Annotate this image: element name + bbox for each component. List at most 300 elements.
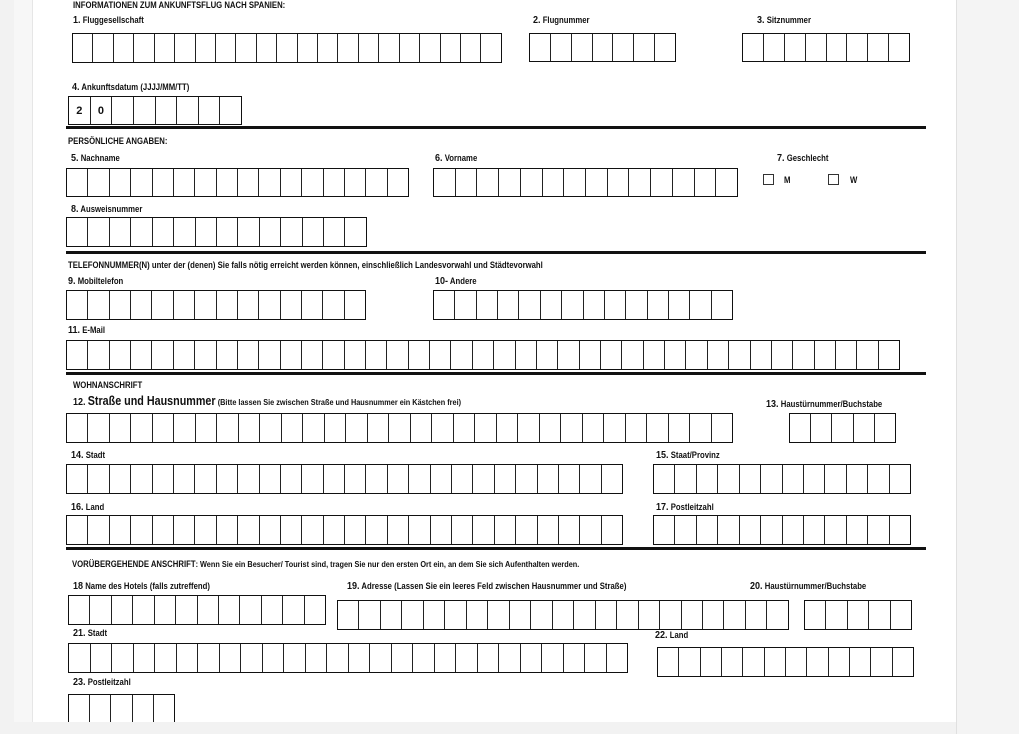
char-box[interactable] <box>259 341 280 369</box>
char-box[interactable] <box>88 414 109 442</box>
char-box[interactable] <box>302 465 323 493</box>
char-box[interactable] <box>602 516 622 544</box>
char-box[interactable] <box>708 341 729 369</box>
char-box[interactable] <box>67 291 88 319</box>
char-box[interactable] <box>217 341 238 369</box>
char-box[interactable] <box>655 34 675 61</box>
char-box[interactable] <box>411 414 432 442</box>
temp-door-number-input[interactable] <box>804 600 912 630</box>
char-box[interactable] <box>441 34 461 62</box>
char-box[interactable] <box>153 516 174 544</box>
char-box[interactable] <box>475 414 496 442</box>
char-box[interactable] <box>679 648 700 676</box>
char-box[interactable] <box>349 644 371 672</box>
char-box[interactable] <box>499 644 521 672</box>
char-box[interactable] <box>712 414 732 442</box>
char-box[interactable] <box>580 341 601 369</box>
char-box[interactable] <box>455 291 476 319</box>
mobile-phone-input[interactable] <box>66 290 366 320</box>
char-box[interactable] <box>366 169 387 196</box>
door-number-input[interactable] <box>789 413 896 443</box>
char-box[interactable] <box>580 465 601 493</box>
char-box[interactable] <box>617 601 638 629</box>
char-box[interactable] <box>564 169 586 196</box>
char-box[interactable] <box>783 465 804 493</box>
char-box[interactable] <box>379 34 399 62</box>
char-box[interactable] <box>387 341 408 369</box>
char-box[interactable] <box>605 291 626 319</box>
char-box[interactable] <box>477 291 498 319</box>
char-box[interactable] <box>67 169 88 196</box>
char-box[interactable] <box>69 695 90 722</box>
char-box[interactable] <box>829 648 850 676</box>
char-box[interactable] <box>669 291 690 319</box>
char-box[interactable] <box>131 465 152 493</box>
flight-number-input[interactable] <box>529 33 676 62</box>
char-box[interactable] <box>767 601 787 629</box>
char-box[interactable] <box>746 601 767 629</box>
char-box[interactable] <box>134 97 156 124</box>
char-box[interactable] <box>724 601 745 629</box>
char-box[interactable] <box>324 169 345 196</box>
char-box[interactable] <box>281 169 302 196</box>
char-box[interactable] <box>430 341 451 369</box>
char-box[interactable] <box>790 414 811 442</box>
char-box[interactable] <box>690 291 711 319</box>
char-box[interactable] <box>345 218 365 246</box>
char-box[interactable] <box>537 341 558 369</box>
char-box[interactable] <box>868 465 889 493</box>
arrival-date-input[interactable] <box>68 96 242 125</box>
char-box[interactable] <box>195 465 216 493</box>
char-box[interactable] <box>88 291 109 319</box>
state-input[interactable] <box>653 464 911 494</box>
char-box[interactable] <box>690 414 711 442</box>
char-box[interactable] <box>217 169 238 196</box>
char-box[interactable] <box>217 218 238 246</box>
char-box[interactable] <box>345 465 366 493</box>
char-box[interactable] <box>890 465 910 493</box>
char-box[interactable] <box>495 516 516 544</box>
char-box[interactable] <box>381 601 402 629</box>
char-box[interactable] <box>131 169 152 196</box>
char-box[interactable] <box>854 414 875 442</box>
char-box[interactable] <box>647 414 668 442</box>
char-box[interactable] <box>826 601 847 629</box>
char-box[interactable] <box>703 601 724 629</box>
char-box[interactable] <box>869 601 890 629</box>
char-box[interactable] <box>718 465 739 493</box>
char-box[interactable] <box>665 341 686 369</box>
char-box[interactable] <box>131 516 152 544</box>
char-box[interactable] <box>90 596 111 624</box>
char-box[interactable] <box>540 414 561 442</box>
char-box[interactable] <box>259 291 280 319</box>
char-box[interactable] <box>174 414 195 442</box>
char-box[interactable] <box>409 516 430 544</box>
char-box[interactable] <box>559 516 580 544</box>
char-box[interactable] <box>239 414 260 442</box>
char-box[interactable] <box>498 291 519 319</box>
char-box[interactable] <box>110 465 131 493</box>
char-box[interactable] <box>133 695 154 722</box>
char-box[interactable] <box>176 596 197 624</box>
char-box[interactable] <box>110 218 131 246</box>
postal-code-input[interactable] <box>653 515 911 545</box>
char-box[interactable] <box>260 218 281 246</box>
char-box[interactable] <box>622 341 643 369</box>
char-box[interactable] <box>323 291 344 319</box>
char-box[interactable] <box>879 341 899 369</box>
street-input[interactable] <box>66 413 733 443</box>
char-box[interactable] <box>196 218 217 246</box>
char-box[interactable] <box>761 465 782 493</box>
char-box[interactable] <box>155 644 177 672</box>
char-box[interactable] <box>420 34 440 62</box>
char-box[interactable] <box>110 341 131 369</box>
char-box[interactable] <box>608 169 630 196</box>
char-box[interactable] <box>804 465 825 493</box>
char-box[interactable] <box>634 34 655 61</box>
char-box[interactable] <box>580 516 601 544</box>
char-box[interactable] <box>153 218 174 246</box>
char-box[interactable] <box>90 695 111 722</box>
seat-number-input[interactable] <box>742 33 910 62</box>
char-box[interactable] <box>530 34 551 61</box>
char-box[interactable] <box>153 465 174 493</box>
char-box[interactable] <box>174 218 195 246</box>
char-box[interactable] <box>473 516 494 544</box>
char-box[interactable] <box>718 516 739 544</box>
char-box[interactable] <box>613 34 634 61</box>
char-box[interactable] <box>262 596 283 624</box>
char-box[interactable] <box>434 169 456 196</box>
temp-postal-code-input[interactable] <box>68 694 175 722</box>
char-box[interactable] <box>155 596 176 624</box>
char-box[interactable] <box>281 341 302 369</box>
char-box[interactable] <box>110 414 131 442</box>
char-box[interactable] <box>323 341 344 369</box>
char-box[interactable] <box>648 291 669 319</box>
char-box[interactable] <box>282 414 303 442</box>
other-phone-input[interactable] <box>433 290 733 320</box>
first-name-input[interactable] <box>433 168 738 197</box>
char-box[interactable] <box>345 341 366 369</box>
char-box[interactable] <box>238 291 259 319</box>
char-box[interactable] <box>67 516 88 544</box>
char-box[interactable]: 2 <box>69 97 91 124</box>
char-box[interactable] <box>847 516 868 544</box>
char-box[interactable] <box>712 291 732 319</box>
char-box[interactable] <box>413 644 435 672</box>
char-box[interactable] <box>697 516 718 544</box>
char-box[interactable] <box>238 341 259 369</box>
char-box[interactable] <box>488 601 509 629</box>
char-box[interactable] <box>660 601 681 629</box>
char-box[interactable] <box>669 414 690 442</box>
char-box[interactable] <box>454 414 475 442</box>
char-box[interactable] <box>583 414 604 442</box>
char-box[interactable] <box>263 644 285 672</box>
char-box[interactable] <box>435 644 457 672</box>
char-box[interactable] <box>451 341 472 369</box>
char-box[interactable] <box>543 169 565 196</box>
char-box[interactable] <box>875 414 895 442</box>
email-input[interactable] <box>66 340 900 370</box>
char-box[interactable] <box>478 644 500 672</box>
char-box[interactable] <box>199 97 221 124</box>
char-box[interactable] <box>868 34 889 61</box>
char-box[interactable] <box>494 341 515 369</box>
char-box[interactable] <box>473 465 494 493</box>
char-box[interactable] <box>217 414 238 442</box>
char-box[interactable] <box>281 218 302 246</box>
hotel-name-input[interactable] <box>68 595 326 625</box>
char-box[interactable] <box>473 341 494 369</box>
char-box[interactable] <box>69 596 90 624</box>
char-box[interactable] <box>152 291 173 319</box>
char-box[interactable] <box>644 341 665 369</box>
char-box[interactable] <box>88 169 109 196</box>
char-box[interactable] <box>174 341 195 369</box>
char-box[interactable] <box>593 34 614 61</box>
char-box[interactable] <box>658 648 679 676</box>
char-box[interactable] <box>131 218 152 246</box>
char-box[interactable] <box>220 97 241 124</box>
char-box[interactable] <box>195 291 216 319</box>
char-box[interactable] <box>91 644 113 672</box>
temp-city-input[interactable] <box>68 643 628 673</box>
char-box[interactable] <box>306 644 328 672</box>
char-box[interactable] <box>174 516 195 544</box>
char-box[interactable] <box>175 34 195 62</box>
temp-address-input[interactable] <box>337 600 789 630</box>
char-box[interactable] <box>133 596 154 624</box>
surname-input[interactable] <box>66 168 409 197</box>
char-box[interactable] <box>195 516 216 544</box>
char-box[interactable] <box>131 414 152 442</box>
char-box[interactable] <box>673 169 695 196</box>
char-box[interactable] <box>541 291 562 319</box>
char-box[interactable] <box>806 34 827 61</box>
char-box[interactable] <box>586 169 608 196</box>
char-box[interactable] <box>848 601 869 629</box>
char-box[interactable] <box>324 516 345 544</box>
char-box[interactable] <box>518 414 539 442</box>
char-box[interactable] <box>743 34 764 61</box>
char-box[interactable] <box>303 414 324 442</box>
char-box[interactable] <box>553 601 574 629</box>
char-box[interactable] <box>431 516 452 544</box>
char-box[interactable] <box>93 34 113 62</box>
char-box[interactable] <box>626 291 647 319</box>
char-box[interactable] <box>219 596 240 624</box>
char-box[interactable] <box>345 516 366 544</box>
char-box[interactable] <box>751 341 772 369</box>
char-box[interactable] <box>793 341 814 369</box>
char-box[interactable] <box>832 414 853 442</box>
char-box[interactable] <box>388 169 408 196</box>
char-box[interactable] <box>302 291 323 319</box>
char-box[interactable] <box>111 695 132 722</box>
char-box[interactable] <box>260 516 281 544</box>
char-box[interactable] <box>338 601 359 629</box>
char-box[interactable] <box>807 648 828 676</box>
char-box[interactable] <box>850 648 871 676</box>
char-box[interactable] <box>238 516 259 544</box>
char-box[interactable] <box>521 169 543 196</box>
char-box[interactable] <box>241 644 263 672</box>
char-box[interactable] <box>467 601 488 629</box>
char-box[interactable] <box>825 465 846 493</box>
char-box[interactable] <box>805 601 826 629</box>
char-box[interactable] <box>67 414 88 442</box>
char-box[interactable] <box>345 169 366 196</box>
char-box[interactable] <box>675 465 696 493</box>
char-box[interactable] <box>277 34 297 62</box>
char-box[interactable] <box>260 465 281 493</box>
char-box[interactable] <box>302 341 323 369</box>
char-box[interactable] <box>561 414 582 442</box>
char-box[interactable] <box>88 516 109 544</box>
char-box[interactable] <box>402 601 423 629</box>
char-box[interactable] <box>114 34 134 62</box>
char-box[interactable] <box>259 169 280 196</box>
char-box[interactable] <box>284 644 306 672</box>
char-box[interactable] <box>67 341 88 369</box>
char-box[interactable] <box>682 601 703 629</box>
char-box[interactable] <box>783 516 804 544</box>
char-box[interactable] <box>601 341 622 369</box>
char-box[interactable] <box>740 465 761 493</box>
char-box[interactable] <box>238 465 259 493</box>
char-box[interactable] <box>177 97 199 124</box>
char-box[interactable] <box>318 34 338 62</box>
char-box[interactable] <box>629 169 651 196</box>
char-box[interactable] <box>281 291 302 319</box>
char-box[interactable] <box>112 644 134 672</box>
char-box[interactable] <box>697 465 718 493</box>
char-box[interactable] <box>88 465 109 493</box>
char-box[interactable] <box>409 341 430 369</box>
char-box[interactable] <box>324 465 345 493</box>
char-box[interactable] <box>804 516 825 544</box>
char-box[interactable] <box>156 97 178 124</box>
char-box[interactable] <box>112 596 133 624</box>
char-box[interactable]: 0 <box>91 97 113 124</box>
char-box[interactable] <box>811 414 832 442</box>
char-box[interactable] <box>325 414 346 442</box>
char-box[interactable] <box>584 291 605 319</box>
id-number-input[interactable] <box>66 217 367 247</box>
char-box[interactable] <box>303 218 324 246</box>
temp-country-input[interactable] <box>657 647 914 677</box>
char-box[interactable] <box>445 601 466 629</box>
char-box[interactable] <box>305 596 325 624</box>
char-box[interactable] <box>564 644 586 672</box>
char-box[interactable] <box>195 341 216 369</box>
char-box[interactable] <box>195 169 216 196</box>
char-box[interactable] <box>88 341 109 369</box>
char-box[interactable] <box>836 341 857 369</box>
char-box[interactable] <box>452 465 473 493</box>
char-box[interactable] <box>220 644 242 672</box>
char-box[interactable] <box>283 596 304 624</box>
char-box[interactable] <box>196 414 217 442</box>
char-box[interactable] <box>73 34 93 62</box>
airline-input[interactable] <box>72 33 502 63</box>
char-box[interactable] <box>519 291 540 319</box>
char-box[interactable] <box>559 465 580 493</box>
city-input[interactable] <box>66 464 623 494</box>
char-box[interactable] <box>366 341 387 369</box>
char-box[interactable] <box>538 465 559 493</box>
char-box[interactable] <box>400 34 420 62</box>
char-box[interactable] <box>153 414 174 442</box>
char-box[interactable] <box>847 465 868 493</box>
char-box[interactable] <box>67 218 88 246</box>
char-box[interactable] <box>257 34 277 62</box>
char-box[interactable] <box>88 218 109 246</box>
char-box[interactable] <box>110 291 131 319</box>
char-box[interactable] <box>110 516 131 544</box>
char-box[interactable] <box>558 341 579 369</box>
char-box[interactable] <box>346 414 367 442</box>
char-box[interactable] <box>481 34 500 62</box>
char-box[interactable] <box>196 34 216 62</box>
char-box[interactable] <box>729 341 750 369</box>
char-box[interactable] <box>654 465 675 493</box>
char-box[interactable] <box>174 465 195 493</box>
char-box[interactable] <box>69 644 91 672</box>
country-input[interactable] <box>66 515 623 545</box>
char-box[interactable] <box>370 644 392 672</box>
char-box[interactable] <box>499 169 521 196</box>
char-box[interactable] <box>131 291 152 319</box>
char-box[interactable] <box>154 695 174 722</box>
char-box[interactable] <box>516 516 537 544</box>
char-box[interactable] <box>607 644 628 672</box>
char-box[interactable] <box>585 644 607 672</box>
char-box[interactable] <box>602 465 622 493</box>
char-box[interactable] <box>461 34 481 62</box>
char-box[interactable] <box>538 516 559 544</box>
char-box[interactable] <box>302 169 323 196</box>
char-box[interactable] <box>890 516 910 544</box>
char-box[interactable] <box>155 34 175 62</box>
char-box[interactable] <box>871 648 892 676</box>
char-box[interactable] <box>825 516 846 544</box>
char-box[interactable] <box>238 169 259 196</box>
char-box[interactable] <box>338 34 358 62</box>
char-box[interactable] <box>596 601 617 629</box>
char-box[interactable] <box>281 465 302 493</box>
char-box[interactable] <box>359 601 380 629</box>
gender-m-checkbox[interactable] <box>763 174 774 185</box>
char-box[interactable] <box>764 34 785 61</box>
char-box[interactable] <box>281 516 302 544</box>
char-box[interactable] <box>174 169 195 196</box>
char-box[interactable] <box>772 341 793 369</box>
char-box[interactable] <box>785 34 806 61</box>
char-box[interactable] <box>695 169 717 196</box>
char-box[interactable] <box>857 341 878 369</box>
char-box[interactable] <box>389 414 410 442</box>
char-box[interactable] <box>432 414 453 442</box>
char-box[interactable] <box>521 644 543 672</box>
char-box[interactable] <box>366 516 387 544</box>
char-box[interactable] <box>562 291 583 319</box>
